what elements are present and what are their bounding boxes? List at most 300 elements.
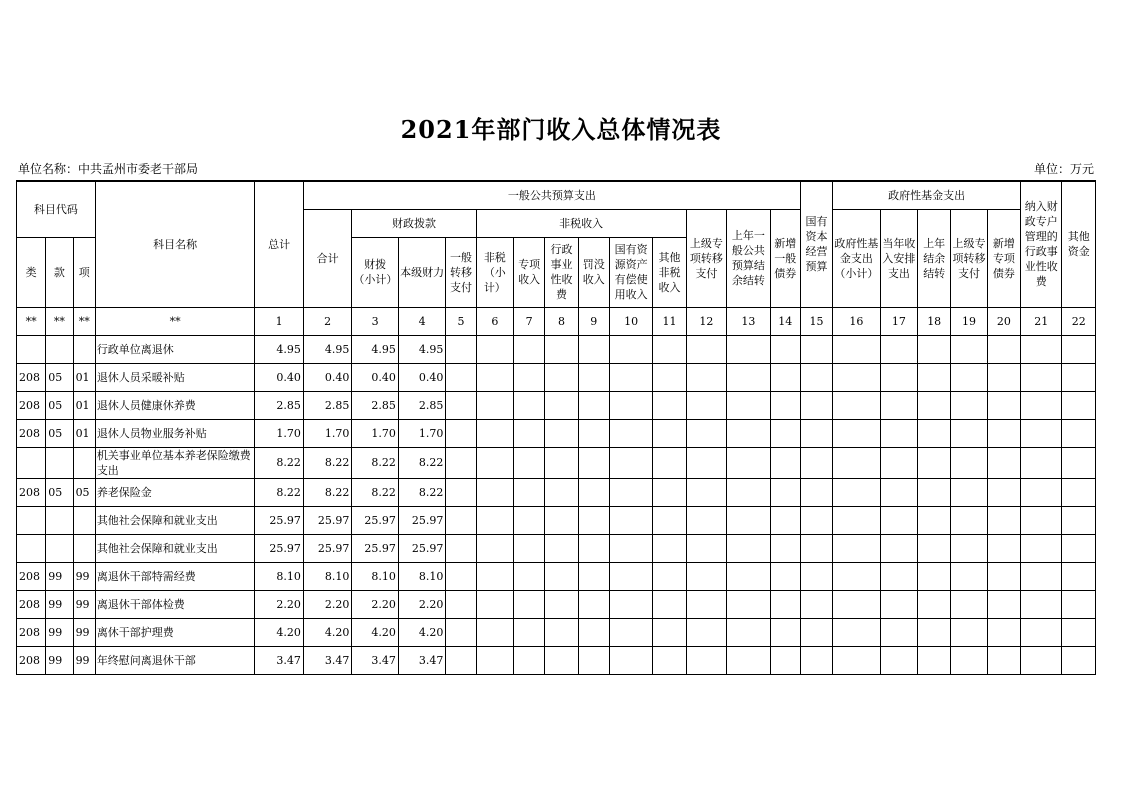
cell-empty [800,534,832,562]
cell-empty [770,391,800,419]
header-last-balance: 上年结余结转 [918,209,951,307]
cell-empty [1062,646,1096,674]
cell-empty [578,419,609,447]
header-state-capital: 国有资本经营预算 [800,181,832,307]
cell-name: 离退休干部特需经费 [95,562,255,590]
cell-empty [578,590,609,618]
cell-empty [1021,590,1062,618]
cell-empty [1021,419,1062,447]
cell-kuan: 05 [46,478,73,506]
cell-empty [476,391,513,419]
index-cell: 15 [800,307,832,335]
cell-empty [727,363,770,391]
cell-total: 8.22 [255,447,303,478]
cell-empty [545,447,578,478]
cell-empty [880,447,917,478]
cell-name: 其他社会保障和就业支出 [95,534,255,562]
header-upper-special: 上级专项转移支付 [686,209,726,307]
cell-empty [880,363,917,391]
cell-empty [653,391,686,419]
cell-empty [1021,562,1062,590]
cell-empty [609,562,652,590]
header-upper-special-transfer: 上级专项转移支付 [951,209,987,307]
cell-empty [609,506,652,534]
cell-empty [446,335,476,363]
header-gov-fund-sub: 政府性基金支出（小计） [833,209,880,307]
cell-kuan: 99 [46,562,73,590]
cell-empty [653,534,686,562]
table-body [17,335,1096,674]
cell-empty [800,478,832,506]
cell-kuan [46,506,73,534]
cell-empty [918,335,951,363]
cell-empty [545,478,578,506]
cell-empty [727,335,770,363]
cell-empty [800,419,832,447]
cell-empty [987,391,1020,419]
cell-empty [446,590,476,618]
index-cell: 17 [880,307,917,335]
header-new-special-bond: 新增专项债券 [987,209,1020,307]
header-nontax-sub: 非税（小计） [476,237,513,307]
cell-empty [880,534,917,562]
cell-empty [987,363,1020,391]
index-cell: 19 [951,307,987,335]
cell-empty [833,391,880,419]
cell-empty [653,562,686,590]
cell-empty [578,447,609,478]
cell-total: 8.10 [255,562,303,590]
currency-unit: 单位：万元 [1033,162,1094,176]
cell-kuan: 05 [46,363,73,391]
cell-empty [686,447,726,478]
cell-fiscal-sub: 3.47 [352,646,398,674]
cell-total: 2.85 [255,391,303,419]
cell-name: 退休人员健康休养费 [95,391,255,419]
cell-empty [446,391,476,419]
cell-empty [514,391,545,419]
cell-empty [545,534,578,562]
cell-empty [545,562,578,590]
cell-empty [476,335,513,363]
cell-empty [1062,506,1096,534]
cell-empty [770,562,800,590]
cell-empty [476,419,513,447]
cell-empty [987,646,1020,674]
cell-empty [1062,391,1096,419]
header-local: 本级财力 [398,237,445,307]
cell-empty [578,335,609,363]
cell-empty [918,646,951,674]
cell-local: 25.97 [398,534,445,562]
cell-lei: 208 [17,590,46,618]
cell-empty [987,562,1020,590]
cell-lei: 208 [17,618,46,646]
cell-empty [918,562,951,590]
header-last-year: 上年一般公共预算结余结转 [727,209,770,307]
cell-empty [476,506,513,534]
header-general-transfer: 一般转移支付 [446,237,476,307]
cell-empty [514,506,545,534]
table-row [17,506,1096,534]
cell-lei: 208 [17,562,46,590]
cell-empty [770,478,800,506]
cell-empty [653,419,686,447]
income-table [16,180,1096,675]
cell-empty [918,478,951,506]
index-cell: ** [73,307,95,335]
cell-empty [1021,646,1062,674]
cell-empty [653,618,686,646]
cell-empty [514,534,545,562]
cell-empty [800,335,832,363]
cell-empty [1021,478,1062,506]
index-cell: ** [46,307,73,335]
cell-empty [987,590,1020,618]
cell-empty [987,419,1020,447]
cell-empty [609,618,652,646]
cell-empty [833,562,880,590]
cell-empty [514,618,545,646]
cell-empty [686,363,726,391]
cell-empty [770,419,800,447]
cell-empty [833,335,880,363]
cell-empty [545,419,578,447]
cell-empty [609,534,652,562]
header-special: 专项收入 [514,237,545,307]
cell-empty [476,590,513,618]
cell-empty [727,590,770,618]
cell-fiscal-sub: 25.97 [352,506,398,534]
cell-empty [833,419,880,447]
cell-empty [578,618,609,646]
cell-name: 离休干部护理费 [95,618,255,646]
cell-empty [918,447,951,478]
cell-empty [446,419,476,447]
cell-empty [686,534,726,562]
cell-empty [918,363,951,391]
cell-subtotal: 2.20 [303,590,351,618]
table-row [17,478,1096,506]
cell-empty [514,335,545,363]
index-cell: ** [17,307,46,335]
cell-empty [1021,335,1062,363]
cell-subtotal: 8.22 [303,478,351,506]
header-nontax: 非税收入 [476,209,686,237]
cell-empty [951,618,987,646]
index-cell: 21 [1021,307,1062,335]
cell-total: 2.20 [255,590,303,618]
cell-empty [951,646,987,674]
index-cell: 9 [578,307,609,335]
cell-name: 年终慰问离退休干部 [95,646,255,674]
page-title: 2021年部门收入总体情况表 [400,115,722,144]
cell-empty [446,534,476,562]
cell-empty [987,447,1020,478]
cell-empty [1062,478,1096,506]
cell-empty [770,590,800,618]
cell-empty [578,478,609,506]
cell-fiscal-sub: 4.20 [352,618,398,646]
index-cell: 7 [514,307,545,335]
cell-empty [514,562,545,590]
cell-empty [951,534,987,562]
cell-empty [476,646,513,674]
cell-subtotal: 0.40 [303,363,351,391]
cell-local: 2.20 [398,590,445,618]
index-cell: ** [95,307,255,335]
cell-empty [1062,562,1096,590]
cell-fiscal-sub: 8.22 [352,478,398,506]
cell-empty [727,534,770,562]
cell-empty [833,363,880,391]
cell-empty [653,335,686,363]
cell-fiscal-sub: 8.22 [352,447,398,478]
index-cell: 22 [1062,307,1096,335]
table-row [17,363,1096,391]
cell-empty [770,646,800,674]
cell-name: 退休人员采暖补贴 [95,363,255,391]
cell-fiscal-sub: 25.97 [352,534,398,562]
cell-xiang [73,506,95,534]
cell-empty [578,534,609,562]
cell-fiscal-sub: 0.40 [352,363,398,391]
header-fiscal: 财政拨款 [352,209,476,237]
cell-empty [727,562,770,590]
cell-total: 0.40 [255,363,303,391]
cell-empty [545,646,578,674]
header-other-nontax: 其他非税收入 [653,237,686,307]
cell-subtotal: 4.95 [303,335,351,363]
cell-kuan: 05 [46,391,73,419]
cell-empty [686,506,726,534]
cell-empty [446,363,476,391]
cell-name: 行政单位离退休 [95,335,255,363]
cell-empty [770,363,800,391]
cell-total: 25.97 [255,506,303,534]
cell-xiang [73,335,95,363]
cell-kuan [46,335,73,363]
cell-empty [545,618,578,646]
table-row [17,534,1096,562]
cell-subtotal: 4.20 [303,618,351,646]
cell-empty [545,506,578,534]
cell-empty [987,506,1020,534]
index-cell: 1 [255,307,303,335]
cell-empty [880,391,917,419]
cell-xiang: 01 [73,363,95,391]
cell-empty [918,618,951,646]
table-row [17,562,1096,590]
cell-fiscal-sub: 8.10 [352,562,398,590]
cell-empty [476,534,513,562]
cell-empty [686,562,726,590]
cell-total: 25.97 [255,534,303,562]
header-fine: 罚没收入 [578,237,609,307]
cell-xiang: 01 [73,419,95,447]
cell-empty [833,590,880,618]
cell-local: 3.47 [398,646,445,674]
cell-empty [1021,447,1062,478]
cell-total: 4.20 [255,618,303,646]
cell-fiscal-sub: 4.95 [352,335,398,363]
cell-empty [609,335,652,363]
index-cell: 6 [476,307,513,335]
cell-empty [686,646,726,674]
cell-kuan: 99 [46,618,73,646]
cell-empty [770,618,800,646]
cell-empty [686,618,726,646]
cell-local: 4.95 [398,335,445,363]
cell-empty [446,618,476,646]
cell-empty [951,363,987,391]
index-cell: 2 [303,307,351,335]
cell-empty [609,419,652,447]
cell-kuan: 99 [46,646,73,674]
cell-empty [1021,391,1062,419]
table-row [17,419,1096,447]
cell-empty [1021,534,1062,562]
cell-empty [578,363,609,391]
index-cell: 11 [653,307,686,335]
cell-empty [770,534,800,562]
cell-empty [545,391,578,419]
header-fiscal-sub: 财拨（小计） [352,237,398,307]
cell-xiang: 99 [73,618,95,646]
cell-empty [1021,618,1062,646]
cell-empty [653,646,686,674]
cell-empty [514,590,545,618]
cell-kuan: 99 [46,590,73,618]
cell-empty [686,590,726,618]
cell-kuan: 05 [46,419,73,447]
cell-kuan [46,447,73,478]
index-cell: 8 [545,307,578,335]
cell-empty [880,590,917,618]
cell-empty [770,335,800,363]
cell-fiscal-sub: 1.70 [352,419,398,447]
table-row [17,335,1096,363]
cell-empty [514,447,545,478]
cell-empty [653,363,686,391]
cell-empty [727,391,770,419]
table-row [17,391,1096,419]
cell-empty [880,562,917,590]
cell-empty [951,335,987,363]
cell-empty [578,391,609,419]
cell-empty [800,618,832,646]
cell-empty [609,447,652,478]
cell-empty [446,562,476,590]
cell-empty [545,363,578,391]
cell-empty [653,447,686,478]
cell-empty [918,534,951,562]
cell-empty [446,646,476,674]
index-cell: 3 [352,307,398,335]
cell-empty [880,506,917,534]
cell-subtotal: 1.70 [303,419,351,447]
cell-total: 3.47 [255,646,303,674]
cell-empty [770,506,800,534]
cell-empty [727,419,770,447]
cell-empty [800,447,832,478]
cell-lei: 208 [17,478,46,506]
cell-empty [918,506,951,534]
table-row [17,447,1096,478]
cell-name: 机关事业单位基本养老保险缴费支出 [95,447,255,478]
header-state-asset: 国有资源资产有偿使用收入 [609,237,652,307]
cell-empty [476,447,513,478]
index-cell: 10 [609,307,652,335]
cell-empty [833,447,880,478]
header-current-income: 当年收入安排支出 [880,209,917,307]
cell-empty [951,590,987,618]
cell-empty [800,391,832,419]
cell-subtotal: 25.97 [303,534,351,562]
cell-empty [800,646,832,674]
cell-empty [951,447,987,478]
cell-total: 4.95 [255,335,303,363]
cell-local: 0.40 [398,363,445,391]
cell-empty [686,335,726,363]
header-general-budget: 一般公共预算支出 [303,181,800,209]
header-gov-fund: 政府性基金支出 [833,181,1021,209]
cell-empty [918,391,951,419]
cell-empty [727,646,770,674]
header-total: 总计 [255,181,303,307]
cell-empty [727,506,770,534]
cell-empty [446,506,476,534]
cell-empty [686,419,726,447]
header-lei: 类 [17,237,46,307]
header-kuan: 款 [46,237,73,307]
index-cell: 13 [727,307,770,335]
cell-local: 8.22 [398,447,445,478]
cell-local: 8.10 [398,562,445,590]
cell-local: 1.70 [398,419,445,447]
cell-empty [987,618,1020,646]
cell-empty [800,562,832,590]
header-code-group: 科目代码 [17,181,96,237]
cell-empty [880,618,917,646]
cell-empty [918,590,951,618]
unit-name: 单位名称：中共孟州市委老干部局 [18,162,199,176]
cell-empty [653,506,686,534]
cell-kuan [46,534,73,562]
cell-lei [17,447,46,478]
cell-empty [609,590,652,618]
cell-empty [514,419,545,447]
cell-local: 8.22 [398,478,445,506]
header-new-bond: 新增一般债券 [770,209,800,307]
cell-fiscal-sub: 2.85 [352,391,398,419]
cell-subtotal: 8.22 [303,447,351,478]
cell-empty [1062,447,1096,478]
cell-empty [880,478,917,506]
cell-empty [951,506,987,534]
table-header [17,181,1096,335]
index-cell: 5 [446,307,476,335]
cell-empty [833,478,880,506]
cell-empty [1021,506,1062,534]
cell-empty [880,335,917,363]
cell-empty [609,363,652,391]
cell-empty [951,419,987,447]
cell-empty [514,646,545,674]
cell-empty [770,447,800,478]
cell-empty [727,447,770,478]
cell-name: 退休人员物业服务补贴 [95,419,255,447]
